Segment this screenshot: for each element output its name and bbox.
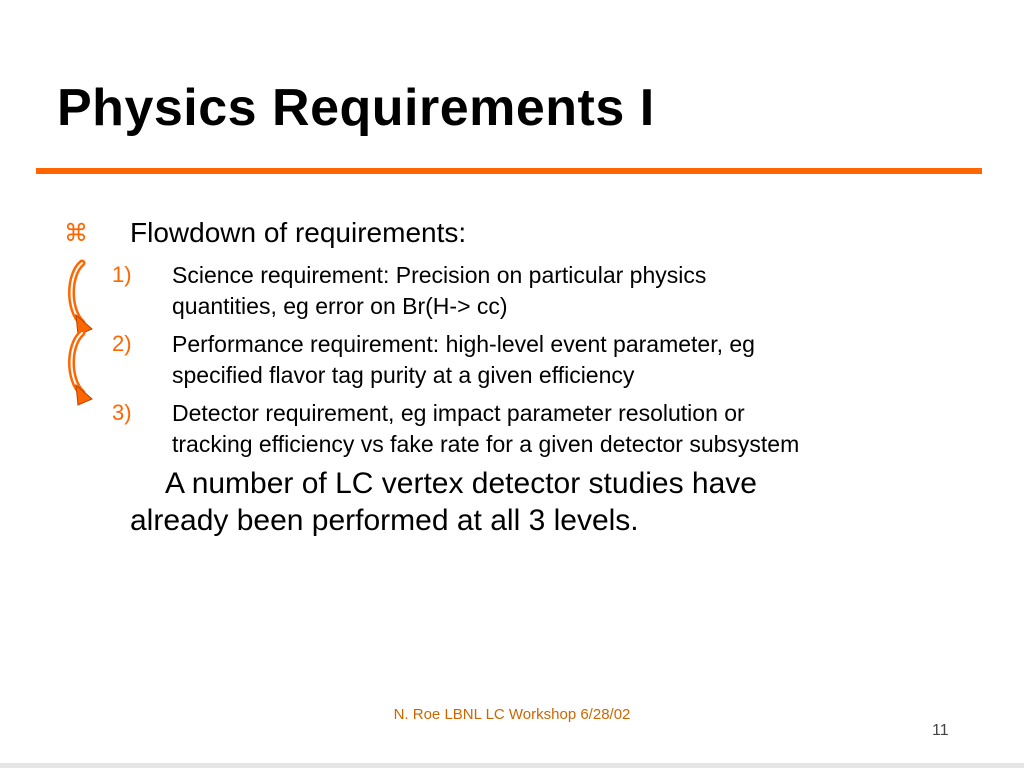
footer-credit: N. Roe LBNL LC Workshop 6/28/02 xyxy=(393,706,631,723)
item-number-2: 2) xyxy=(112,331,132,356)
item-1-line-2: quantities, eg error on Br(H-> cc) xyxy=(172,293,508,319)
item-number-1: 1) xyxy=(112,262,132,287)
bottom-border xyxy=(0,763,1024,768)
closing-text-line-1: A number of LC vertex detector studies have xyxy=(165,467,757,500)
item-1-line-1: Science requirement: Precision on particular physics xyxy=(172,262,707,288)
item-3-line-2: tracking efficiency vs fake rate for a given detector subsystem xyxy=(172,431,800,457)
command-bullet-icon: ⌘ xyxy=(64,219,88,247)
closing-text-line-2: already been performed at all 3 levels. xyxy=(130,504,639,537)
item-2-line-2: specified flavor tag purity at a given efficiency xyxy=(172,362,635,388)
title-divider xyxy=(36,168,982,174)
item-number-3: 3) xyxy=(112,400,132,425)
lead-text: Flowdown of requirements: xyxy=(130,217,467,248)
flowdown-arrows-icon xyxy=(62,255,102,415)
item-3-line-1: Detector requirement, eg impact parameter resolution or xyxy=(172,400,745,426)
page-number: 11 xyxy=(932,722,949,739)
slide-title: Physics Requirements I xyxy=(57,79,655,137)
item-2-line-1: Performance requirement: high-level event parameter, eg xyxy=(172,331,755,357)
